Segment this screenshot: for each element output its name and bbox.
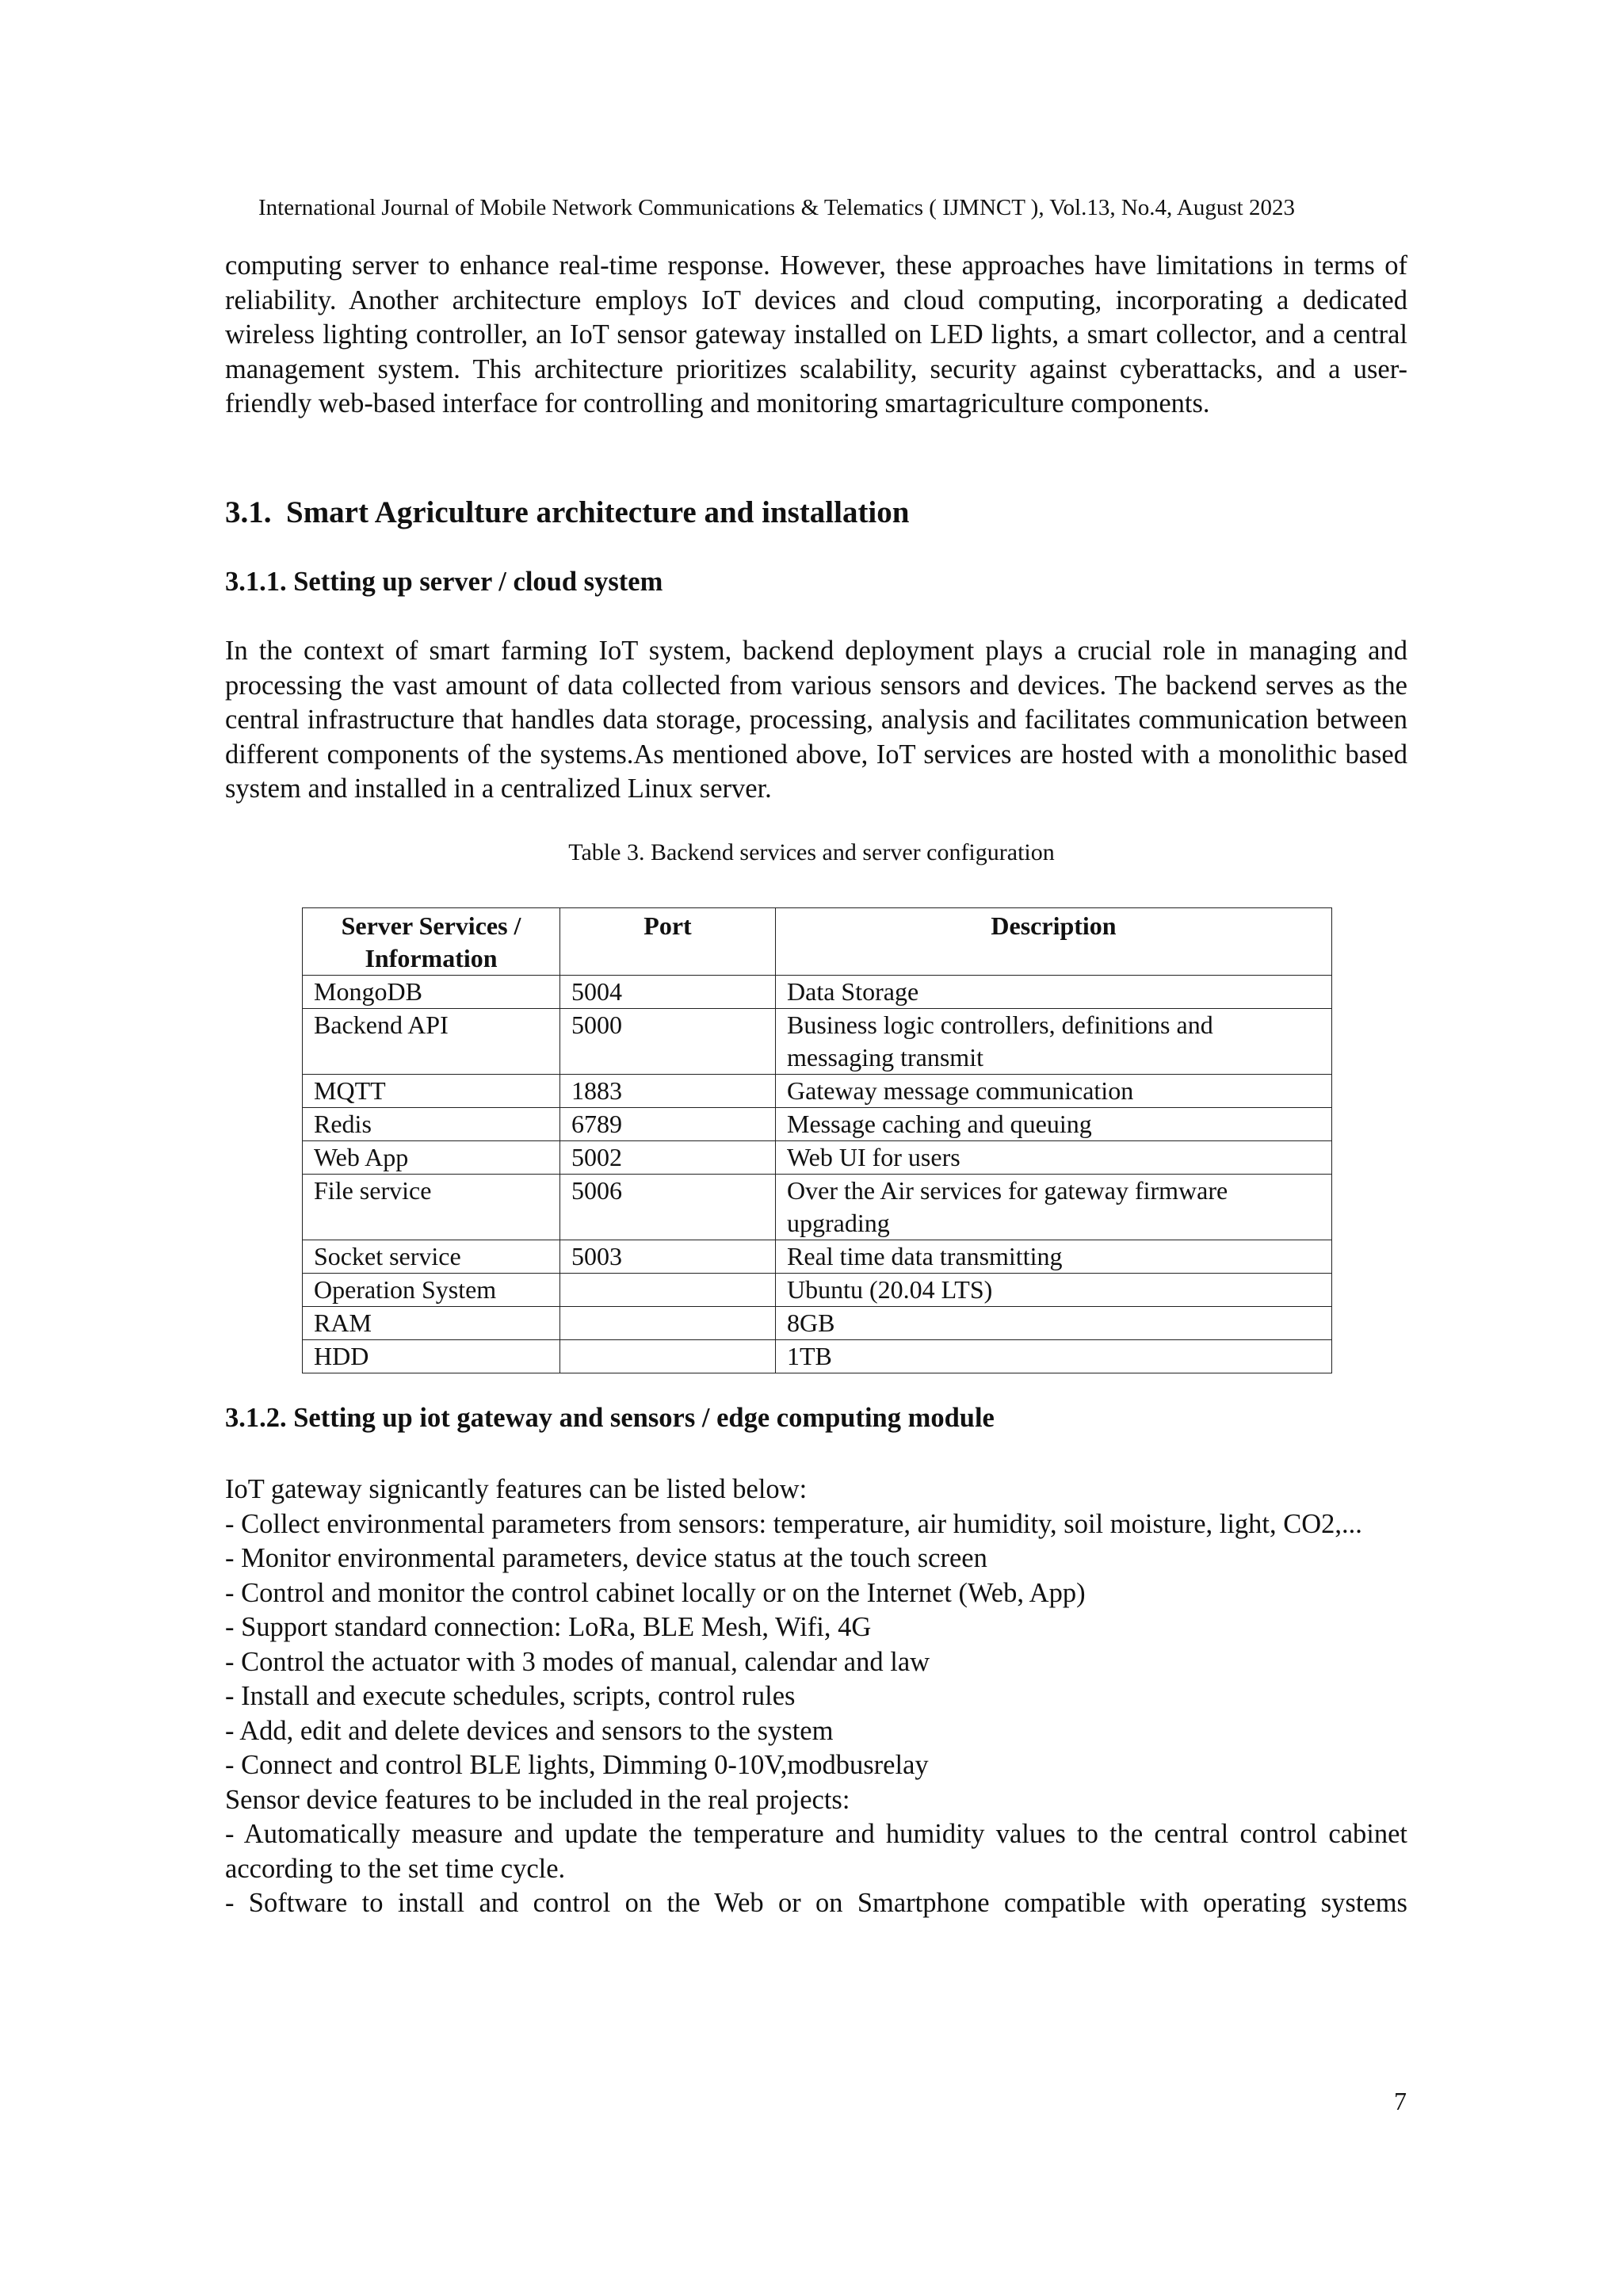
intro-paragraph: computing server to enhance real-time response. However, these approaches have limitations in terms of reliability. Another architecture employs IoT devices and cloud computing, incorporating a dedicated wireless lighting controller, an IoT sensor gateway installed on LED lights, a smart collector, and a central management system. This architecture prioritizes scalability, security against cyberattacks, and a user-friendly web-based interface for controlling and monitoring smartagriculture components. [225,250,1407,418]
table-row [303,976,1332,1009]
list-item: - Add, edit and delete devices and sensors to the system [225,1715,834,1746]
table-row [303,1307,1332,1340]
table-row [303,1274,1332,1307]
service-cell: Operation System [303,1274,560,1307]
list-item: - Support standard connection: LoRa, BLE Mesh, Wifi, 4G [225,1612,872,1642]
table-row [303,1009,1332,1075]
port-cell: 1883 [560,1075,776,1108]
list-item: - Connect and control BLE lights, Dimming 0-10V,modbusrelay [225,1750,929,1780]
list-intro: IoT gateway signicantly features can be listed below: [225,1474,808,1504]
table-header-row [303,908,1332,976]
table-caption: Table 3. Backend services and server configuration [568,839,1055,865]
list-item: - Collect environmental parameters from sensors: temperature, air humidity, soil moisture, light, CO2,... [225,1508,1362,1539]
service-cell: HDD [303,1340,560,1373]
service-cell: MongoDB [303,976,560,1009]
list-item: - Monitor environmental parameters, device status at the touch screen [225,1543,987,1573]
port-cell: 6789 [560,1108,776,1141]
description-cell: Data Storage [776,976,1332,1009]
port-cell [560,1340,776,1373]
column-header-service: Server Services / Information [303,908,560,976]
port-cell: 5000 [560,1009,776,1075]
subsection-heading-3-1-2: 3.1.2. Setting up iot gateway and sensors / edge computing module [225,1403,995,1433]
port-cell: 5003 [560,1240,776,1274]
table-row [303,1240,1332,1274]
list-item: - Automatically measure and update the temperature and humidity values to the central control cabinet according to the set time cycle. [225,1819,1407,1884]
service-cell: Socket service [303,1240,560,1274]
server-cloud-paragraph: In the context of smart farming IoT system, backend deployment plays a crucial role in managing and processing the vast amount of data collected from various sensors and devices. The backend serves as the central infrastructure that handles data storage, processing, analysis and facilitates communication between different components of the systems.As mentioned above, IoT services are hosted with a monolithic based system and installed in a centralized Linux server. [225,636,1407,804]
service-cell: RAM [303,1307,560,1340]
port-cell: 5006 [560,1175,776,1240]
page-number: 7 [1394,2087,1407,2115]
port-cell [560,1307,776,1340]
table-row [303,1075,1332,1108]
description-cell: Gateway message communication [776,1075,1332,1108]
subsection-heading-3-1-1: 3.1.1. Setting up server / cloud system [225,567,663,597]
table-row [303,1141,1332,1175]
description-cell: Real time data transmitting [776,1240,1332,1274]
description-cell: Message caching and queuing [776,1108,1332,1141]
list-intro: Sensor device features to be included in the real projects: [225,1784,850,1815]
description-cell: Over the Air services for gateway firmware upgrading [776,1175,1332,1240]
list-item: - Control the actuator with 3 modes of manual, calendar and law [225,1646,930,1677]
list-item: - Install and execute schedules, scripts, control rules [225,1681,796,1711]
service-cell: Web App [303,1141,560,1175]
column-header-description: Description [776,908,1332,976]
gateway-feature-list [225,1473,1407,1921]
service-cell: MQTT [303,1075,560,1108]
backend-services-table [302,907,1332,1373]
description-cell: Ubuntu (20.04 LTS) [776,1274,1332,1307]
list-item: - Control and monitor the control cabinet locally or on the Internet (Web, App) [225,1577,1086,1608]
description-cell: Business logic controllers, definitions and messaging transmit [776,1009,1332,1075]
section-heading-3-1 [225,495,909,530]
running-header: International Journal of Mobile Network Communications & Telematics ( IJMNCT ), Vol.13, No.4, August 2023 [258,195,1295,220]
service-cell: Backend API [303,1009,560,1075]
list-item: - Software to install and control on the Web or on Smartphone compatible with operating systems [225,1888,1407,1918]
table-row [303,1175,1332,1240]
table-row [303,1340,1332,1373]
description-cell: 8GB [776,1307,1332,1340]
section-title: Smart Agriculture architecture and installation [286,495,910,529]
section-number: 3.1. [225,495,272,529]
port-cell: 5002 [560,1141,776,1175]
service-cell: File service [303,1175,560,1240]
service-cell: Redis [303,1108,560,1141]
description-cell: Web UI for users [776,1141,1332,1175]
table-row [303,1108,1332,1141]
column-header-port: Port [560,908,776,976]
description-cell: 1TB [776,1340,1332,1373]
port-cell: 5004 [560,976,776,1009]
port-cell [560,1274,776,1307]
